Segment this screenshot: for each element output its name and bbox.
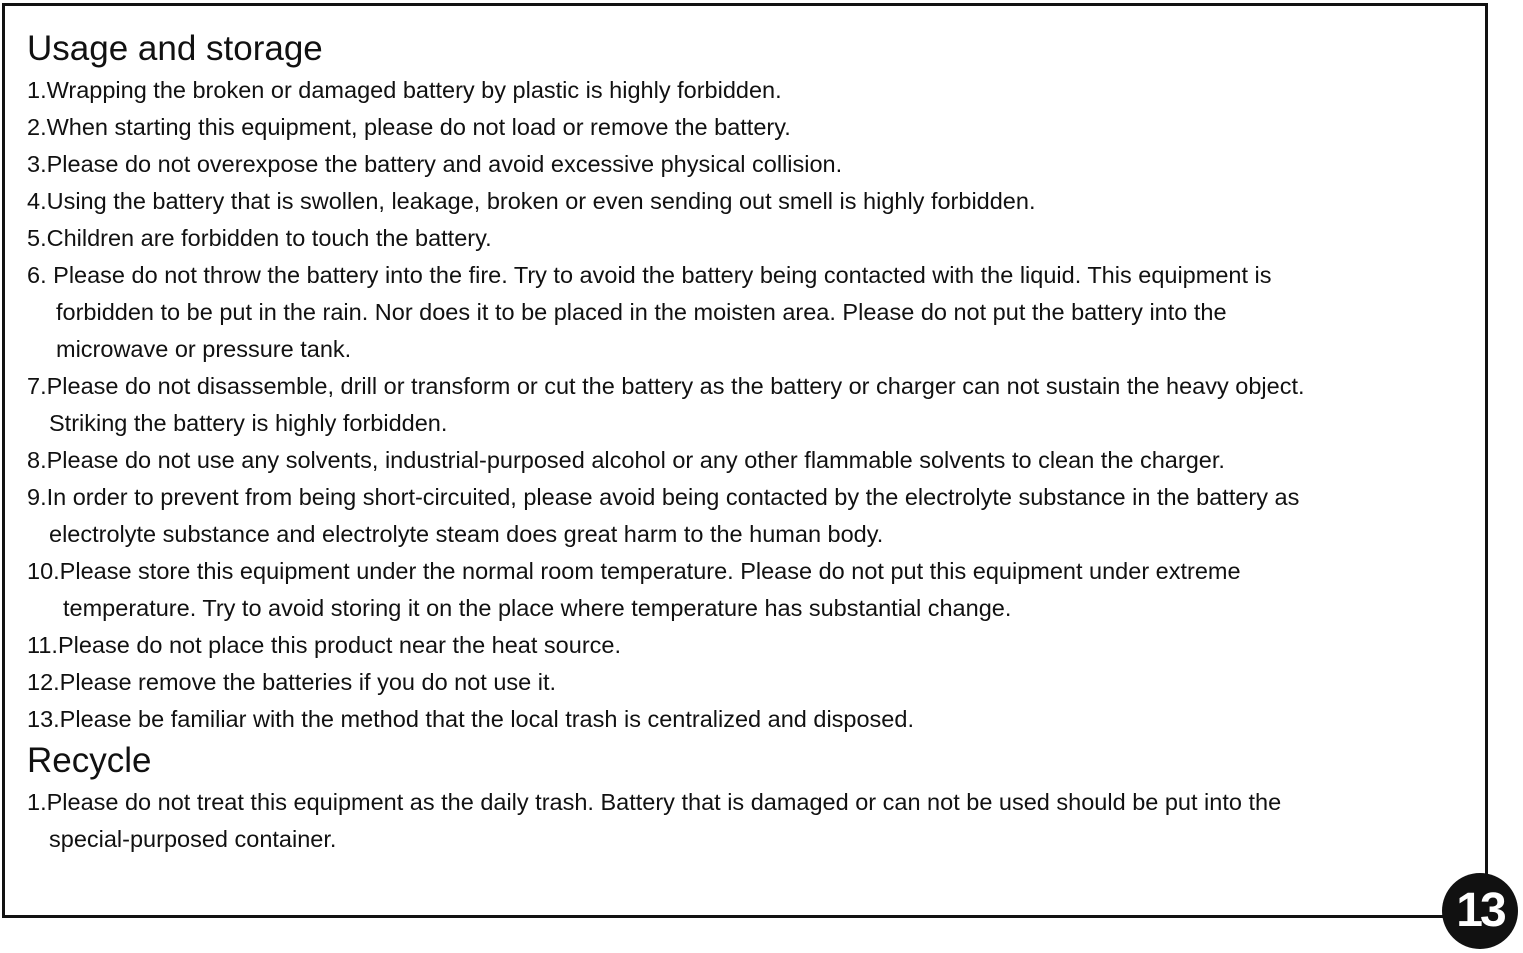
list-item: 4.Using the battery that is swollen, leakage, broken or even sending out smell is highly forbidden. <box>27 188 1036 214</box>
list-item: 6. Please do not throw the battery into the fire. Try to avoid the battery being contacted with the liquid. This equipment is forbidden to be put in the rain. Nor does it to be placed in the moisten area. Please do not put the battery into the microwave or pressure tank. <box>27 262 1272 362</box>
recycle-heading: Recycle <box>27 741 152 780</box>
list-item: 1.Please do not treat this equipment as the daily trash. Battery that is damaged or can not be used should be put into the special-purposed container. <box>27 789 1282 852</box>
document-content <box>27 26 1477 858</box>
list-item: 7.Please do not disassemble, drill or transform or cut the battery as the battery or charger can not sustain the heavy object. Striking the battery is highly forbidden. <box>27 373 1305 436</box>
list-item: 5.Children are forbidden to touch the battery. <box>27 225 492 251</box>
list-item: 9.In order to prevent from being short-circuited, please avoid being contacted by the electrolyte substance in the battery as electrolyte substance and electrolyte steam does great harm to the human body. <box>27 484 1300 547</box>
list-item: 13.Please be familiar with the method that the local trash is centralized and disposed. <box>27 706 914 732</box>
list-item: 2.When starting this equipment, please do not load or remove the battery. <box>27 114 791 140</box>
usage-and-storage-heading: Usage and storage <box>27 29 323 68</box>
list-item: 11.Please do not place this product near the heat source. <box>27 632 621 658</box>
list-item: 10.Please store this equipment under the normal room temperature. Please do not put this equipment under extreme temperature. Try to avoid storing it on the place where temperature has substantial change. <box>27 558 1241 621</box>
list-item: 1.Wrapping the broken or damaged battery by plastic is highly forbidden. <box>27 77 782 103</box>
list-item: 12.Please remove the batteries if you do not use it. <box>27 669 557 695</box>
usage-list <box>27 72 1477 738</box>
list-item: 3.Please do not overexpose the battery and avoid excessive physical collision. <box>27 151 843 177</box>
list-item: 8.Please do not use any solvents, industrial-purposed alcohol or any other flammable solvents to clean the charger. <box>27 447 1225 473</box>
page-number-badge: 13 <box>1442 873 1518 949</box>
recycle-list <box>27 784 1477 858</box>
